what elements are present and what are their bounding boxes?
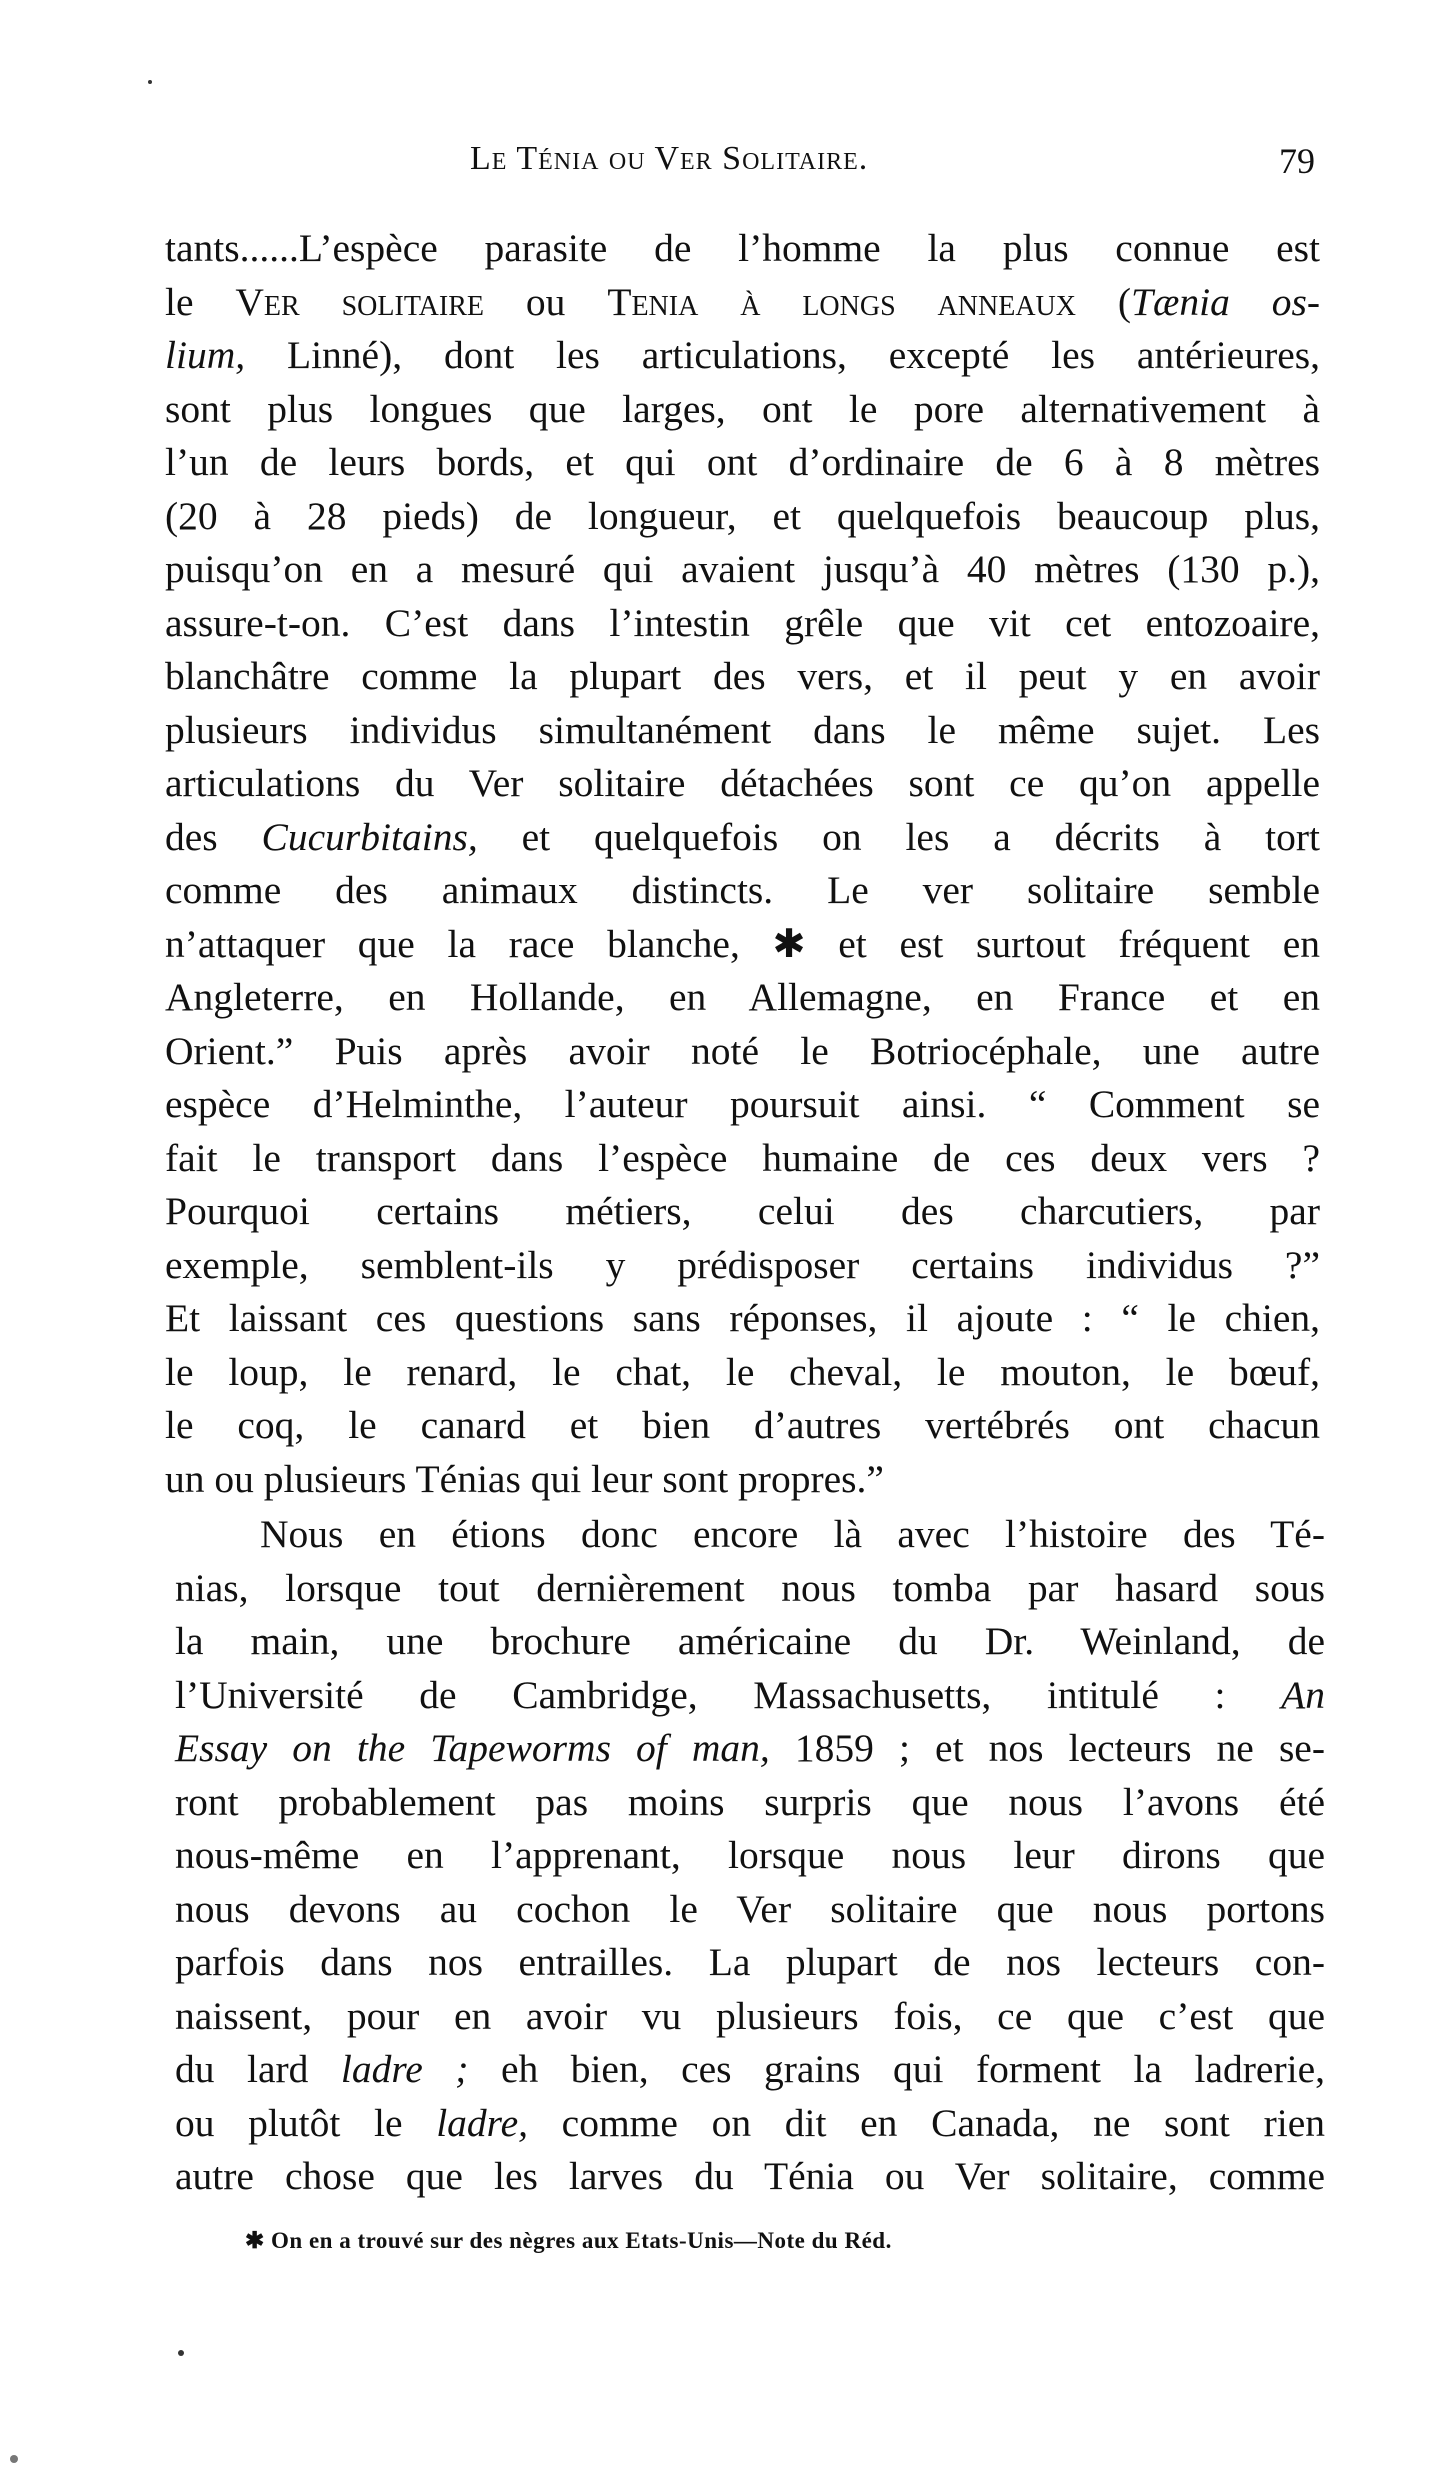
page-header <box>165 140 1315 200</box>
paragraph-2 <box>175 1508 1325 2204</box>
text-line: tants......L’espèce parasite de l’homme la plus connue est <box>165 226 1320 270</box>
text-line: du lard ladre ; eh bien, ces grains qui forment la ladrerie, <box>175 2047 1325 2091</box>
text-line: articulations du Ver solitaire détachées sont ce qu’on appelle <box>165 761 1320 805</box>
text-line: parfois dans nos entrailles. La plupart de nos lecteurs con- <box>175 1940 1325 1984</box>
running-title: Le Ténia ou Ver Solitaire. <box>470 140 869 177</box>
text-line: plusieurs individus simultanément dans le même sujet. Les <box>165 707 1320 752</box>
text-line: Pourquoi certains métiers, celui des charcutiers, par <box>165 1189 1320 1233</box>
text-line: sont plus longues que larges, ont le pore alternativement à <box>165 386 1320 431</box>
text-line: autre chose que les larves du Ténia ou Ver solitaire, comme <box>175 2154 1325 2198</box>
text-line: n’attaquer que la race blanche, ✱ et est surtout fréquent en <box>165 921 1320 966</box>
text-line: un ou plusieurs Ténias qui leur sont propres.” <box>165 1456 884 1501</box>
text-line: Nous en étions donc encore là avec l’histoire des Té- <box>260 1512 1325 1556</box>
footnote: ✱ On en a trouvé sur des nègres aux Etats-Unis—Note du Réd. <box>245 2228 892 2253</box>
text-line: le Ver solitaire ou Tenia à longs anneaux (Tænia os- <box>165 279 1321 324</box>
page-speck <box>10 2455 18 2463</box>
text-line: l’un de leurs bords, et qui ont d’ordinaire de 6 à 8 mètres <box>165 440 1320 484</box>
text-line: la main, une brochure américaine du Dr. Weinland, de <box>175 1619 1325 1663</box>
text-line: le loup, le renard, le chat, le cheval, le mouton, le bœuf, <box>165 1349 1320 1394</box>
text-line: nias, lorsque tout dernièrement nous tomba par hasard sous <box>175 1565 1325 1610</box>
text-line: Essay on the Tapeworms of man, 1859 ; et nos lecteurs ne se- <box>175 1726 1325 1770</box>
text-line: nous-même en l’apprenant, lorsque nous leur dirons que <box>175 1833 1325 1877</box>
text-line: Orient.” Puis après avoir noté le Botriocéphale, une autre <box>165 1028 1320 1073</box>
paragraph-1 <box>165 222 1320 1506</box>
text-line: blanchâtre comme la plupart des vers, et il peut y en avoir <box>165 654 1320 698</box>
text-line: Et laissant ces questions sans réponses, il ajoute : “ le chien, <box>165 1296 1320 1340</box>
text-line: exemple, semblent-ils y prédisposer certains individus ?” <box>165 1242 1320 1287</box>
text-line: (20 à 28 pieds) de longueur, et quelquefois beaucoup plus, <box>165 493 1320 538</box>
page-speck <box>148 80 152 84</box>
text-line: puisqu’on en a mesuré qui avaient jusqu’à 40 mètres (130 p.), <box>165 547 1320 591</box>
text-line: comme des animaux distincts. Le ver solitaire semble <box>165 868 1320 912</box>
text-line: ront probablement pas moins surpris que nous l’avons été <box>175 1779 1325 1824</box>
text-line: nous devons au cochon le Ver solitaire que nous portons <box>175 1886 1325 1931</box>
text-line: naissent, pour en avoir vu plusieurs fois, ce que c’est que <box>175 1993 1325 2038</box>
text-line: le coq, le canard et bien d’autres vertébrés ont chacun <box>165 1403 1320 1447</box>
text-line: lium, Linné), dont les articulations, excepté les antérieures, <box>165 333 1320 377</box>
text-line: Angleterre, en Hollande, en Allemagne, en France et en <box>165 975 1320 1019</box>
page-number: 79 <box>1279 141 1315 181</box>
text-line: des Cucurbitains, et quelquefois on les a décrits à tort <box>165 814 1320 859</box>
text-line: fait le transport dans l’espèce humaine de ces deux vers ? <box>165 1135 1320 1180</box>
text-line: ou plutôt le ladre, comme on dit en Canada, ne sont rien <box>175 2100 1325 2145</box>
page-speck <box>178 2350 184 2356</box>
text-line: espèce d’Helminthe, l’auteur poursuit ainsi. “ Comment se <box>165 1082 1320 1126</box>
text-line: l’Université de Cambridge, Massachusetts, intitulé : An <box>175 1672 1325 1717</box>
text-line: assure-t-on. C’est dans l’intestin grêle que vit cet entozoaire, <box>165 600 1320 645</box>
